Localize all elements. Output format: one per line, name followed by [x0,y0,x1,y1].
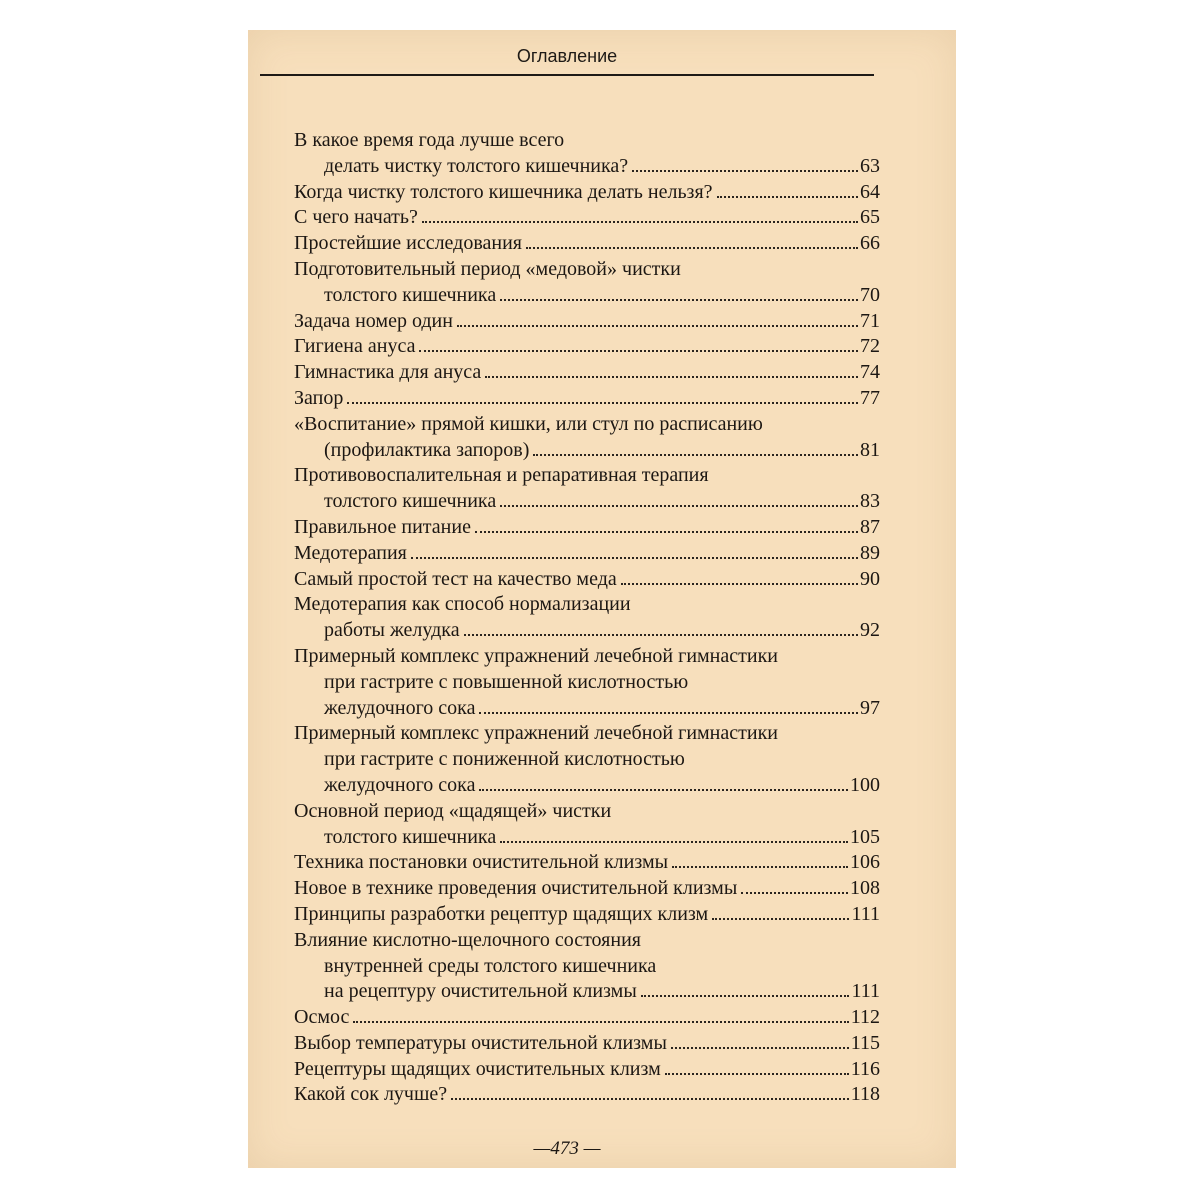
toc-entry-title-line: желудочного сока [324,696,476,719]
toc-entry-leader-row [294,1057,880,1083]
toc-entry-title-line: Рецептуры щадящих очистительных клизм [294,1057,661,1080]
toc-entry [294,902,880,928]
toc-entry-title-line: Задача номер один [294,309,453,332]
toc-entry [294,1031,880,1057]
dot-leader [457,325,858,327]
dot-leader [422,221,858,223]
toc-entry [294,850,880,876]
toc-entry-title-line: Подготовительный период «медовой» чистки [294,257,681,280]
dot-leader [451,1098,849,1100]
toc-page-number: 115 [850,1031,880,1054]
toc-entry [294,463,880,515]
toc-page-number: 92 [860,619,880,642]
toc-page-number: 70 [860,283,880,306]
toc-entry [294,180,880,206]
dot-leader [526,247,858,249]
dot-leader [479,712,858,714]
toc-page-number: 105 [850,825,880,848]
toc-page-number: 74 [860,361,880,384]
toc-entry [294,1057,880,1083]
toc-entry-title-line: толстого кишечника [324,490,497,513]
toc-entry-title-line: Принципы разработки рецептур щадящих клизм [294,902,709,925]
toc-entry-leader-row [294,1031,880,1057]
toc-page-number: 89 [860,541,880,564]
toc-entry-title-line: Какой сок лучше? [294,1083,448,1106]
toc-page-number: 116 [850,1057,880,1080]
toc-entry [294,386,880,412]
dot-leader [621,583,858,585]
toc-page-number: 65 [860,206,880,229]
toc-page-number: 118 [850,1083,880,1106]
dot-leader [665,1073,849,1075]
dot-leader [411,557,858,559]
dot-leader [485,376,858,378]
toc-entry-title-line: Примерный комплекс упражнений лечебной гимнастики [294,644,779,667]
toc-entry-leader-row [294,489,880,515]
toc-entry [294,309,880,335]
table-of-contents [294,128,880,1108]
toc-entry-title-line: Техника постановки очистительной клизмы [294,851,669,874]
toc-page-number: 106 [850,851,880,874]
toc-entry [294,721,880,798]
toc-entry-leader-row [294,696,880,722]
toc-entry-title-line: Когда чистку толстого кишечника делать нельзя? [294,180,713,203]
toc-entry-title-line: при гастрите с повышенной кислотностью [324,670,689,693]
toc-entry-title-line: при гастрите с пониженной кислотностью [324,748,685,771]
toc-entry [294,592,880,644]
toc-entry-title-line: желудочного сока [324,773,476,796]
toc-page-number: 108 [850,877,880,900]
toc-entry-title-line: «Воспитание» прямой кишки, или стул по расписанию [294,412,763,435]
toc-entry-title-line: Выбор температуры очистительной клизмы [294,1031,667,1054]
dot-leader [641,995,850,997]
dot-leader [672,866,848,868]
toc-entry [294,541,880,567]
toc-entry-leader-row [294,205,880,231]
toc-entry-leader-row [294,773,880,799]
toc-entry-leader-row [294,231,880,257]
toc-page-number: 66 [860,232,880,255]
toc-entry-title-line: Медотерапия [294,541,407,564]
toc-entry-leader-row [294,438,880,464]
dot-leader [479,789,848,791]
toc-entry [294,1005,880,1031]
toc-page-number: 64 [860,180,880,203]
toc-entry [294,205,880,231]
dot-leader [671,1047,849,1049]
dot-leader [632,170,858,172]
book-page [248,30,956,1168]
toc-entry [294,128,880,180]
toc-entry-title-line: Правильное питание [294,515,471,538]
running-header: Оглавление [516,46,618,66]
toc-entry [294,412,880,464]
toc-entry [294,799,880,851]
dot-leader [500,505,858,507]
toc-entry-title-line: на рецептуру очистительной клизмы [324,980,637,1003]
toc-entry [294,928,880,1005]
dot-leader [500,841,848,843]
toc-entry-title-line: Осмос [294,1006,350,1029]
toc-entry [294,644,880,721]
dot-leader [741,892,848,894]
dot-leader [347,402,858,404]
toc-entry-leader-row [294,1082,880,1108]
toc-entry-title-line: Новое в технике проведения очистительной клизмы [294,877,738,900]
toc-page-number: 100 [850,773,880,796]
toc-entry-leader-row [294,1005,880,1031]
toc-entry-title-line: толстого кишечника [324,825,497,848]
dot-leader [712,918,849,920]
toc-entry-title-line: Примерный комплекс упражнений лечебной гимнастики [294,722,779,745]
page-number: —473 — [533,1138,601,1159]
toc-page-number: 81 [860,438,880,461]
toc-entry [294,334,880,360]
toc-entry [294,257,880,309]
toc-entry-leader-row [294,154,880,180]
toc-entry-title-line: Запор [294,386,344,409]
toc-entry-title-line: В какое время года лучше всего [294,129,565,151]
toc-entry-leader-row [294,902,880,928]
toc-page-number: 83 [860,490,880,513]
toc-entry-leader-row [294,334,880,360]
toc-page-number: 97 [860,696,880,719]
toc-page-number: 111 [851,980,880,1003]
toc-entry [294,567,880,593]
header-rule [260,74,874,76]
toc-page-number: 77 [860,386,880,409]
dot-leader [464,634,858,636]
toc-entry-title-line: С чего начать? [294,206,418,229]
toc-entry-leader-row [294,283,880,309]
toc-page-number: 111 [851,902,880,925]
toc-entry-leader-row [294,876,880,902]
toc-entry [294,1082,880,1108]
toc-entry-leader-row [294,618,880,644]
toc-entry-title-line: работы желудка [324,619,460,642]
toc-entry-leader-row [294,515,880,541]
toc-page-number: 72 [860,335,880,358]
toc-page-number: 87 [860,515,880,538]
toc-entry-title-line: Гигиена ануса [294,335,416,358]
toc-entry-leader-row [294,541,880,567]
dot-leader [717,196,858,198]
toc-entry-leader-row [294,825,880,851]
toc-entry-leader-row [294,180,880,206]
toc-entry-title-line: Простейшие исследования [294,232,523,255]
dot-leader [353,1021,848,1023]
toc-entry [294,515,880,541]
toc-entry-leader-row [294,979,880,1005]
toc-entry-leader-row [294,386,880,412]
toc-entry-leader-row [294,567,880,593]
dot-leader [419,350,858,352]
dot-leader [475,531,858,533]
toc-entry-title-line: Гимнастика для ануса [294,361,482,384]
toc-entry-title-line: внутренней среды толстого кишечника [324,954,657,977]
toc-page-number: 63 [860,154,880,177]
toc-entry-leader-row [294,360,880,386]
toc-entry [294,876,880,902]
toc-entry-title-line: Влияние кислотно-щелочного состояния [294,928,641,951]
dot-leader [500,299,858,301]
toc-entry-title-line: Основной период «щадящей» чистки [294,799,612,822]
toc-entry-title-line: Медотерапия как способ нормализации [294,593,631,616]
toc-entry-title-line: Самый простой тест на качество меда [294,567,617,590]
toc-entry [294,231,880,257]
toc-page-number: 112 [850,1006,880,1029]
toc-entry [294,360,880,386]
toc-entry-title-line: делать чистку толстого кишечника? [324,154,629,177]
toc-entry-title-line: (профилактика запоров) [324,438,530,461]
toc-entry-title-line: Противовоспалительная и репаративная терапия [294,464,709,487]
toc-page-number: 90 [860,567,880,590]
toc-entry-title-line: толстого кишечника [324,283,497,306]
dot-leader [533,454,858,456]
toc-entry-leader-row [294,309,880,335]
toc-page-number: 71 [860,309,880,332]
toc-entry-leader-row [294,850,880,876]
